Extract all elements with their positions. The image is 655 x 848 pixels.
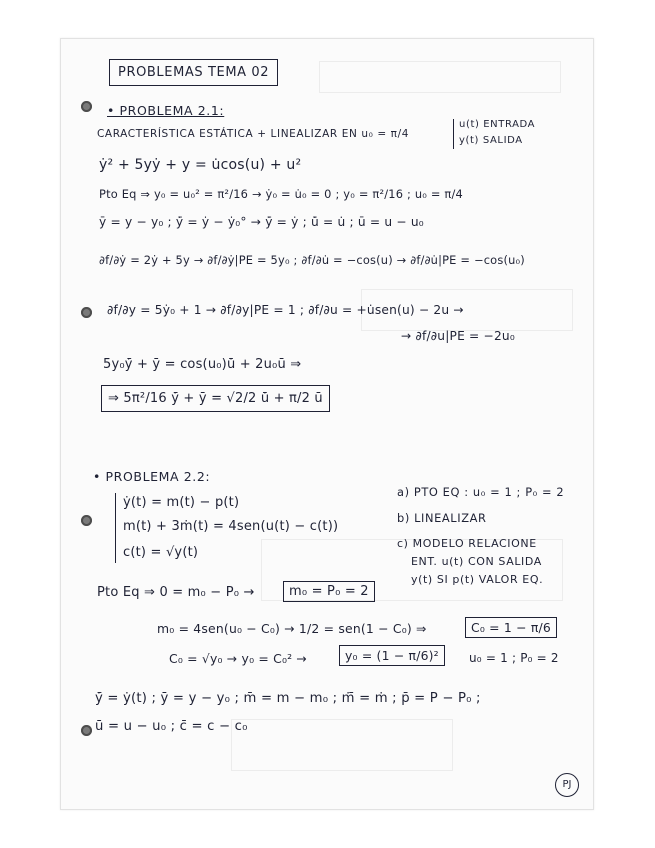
output-label: y(t) SALIDA xyxy=(459,135,523,146)
diff-equation: ẏ² + 5yẏ + y = u̇cos(u) + u² xyxy=(99,157,302,173)
system-eq-2: m(t) + 3ṁ(t) = 4sen(u(t) − c(t)) xyxy=(123,519,339,534)
equilibrium-point: Pto Eq ⇒ y₀ = u₀² = π²/16 → ẏ₀ = u̇₀ = 0 ; y₀ = π²/16 ; u₀ = π/4 xyxy=(99,187,463,201)
punch-hole xyxy=(81,725,92,736)
incremental-vars: ȳ = y − y₀ ; ẏ̄ = ẏ − ẏ₀° → ẏ̄ = ẏ ; u̇̄ = u̇ ; ū = u − u₀ xyxy=(99,215,424,229)
partial-derivative-u: → ∂f/∂u|PE = −2u₀ xyxy=(401,329,515,343)
notebook-page xyxy=(60,38,594,810)
equilibrium-eq-1: Pto Eq ⇒ 0 = m₀ − P₀ → xyxy=(97,585,255,600)
problem-2-1-heading: • PROBLEMA 2.1: xyxy=(107,103,225,118)
equilibrium-values: u₀ = 1 ; P₀ = 2 xyxy=(469,651,559,665)
question-a: a) PTO EQ : u₀ = 1 ; P₀ = 2 xyxy=(397,485,565,499)
punch-hole xyxy=(81,515,92,526)
incremental-vars-1: ẏ̄ = ẏ(t) ; ȳ = y − y₀ ; m̄ = m − m₀ ; ṁ̄ = ṁ ; p̄ = P − P₀ ; xyxy=(95,691,481,706)
bleed-through-box xyxy=(231,719,453,771)
page-title: PROBLEMAS TEMA 02 xyxy=(109,59,278,86)
question-c-line-3: y(t) SI p(t) VALOR EQ. xyxy=(411,573,544,586)
partial-derivatives-1: ∂f/∂ẏ = 2ẏ + 5y → ∂f/∂ẏ|PE = 5y₀ ; ∂f/∂u̇ = −cos(u) → ∂f/∂u̇|PE = −cos(u₀) xyxy=(99,253,525,267)
bleed-through-box xyxy=(319,61,561,93)
equilibrium-result-1: m₀ = P₀ = 2 xyxy=(283,581,375,602)
system-brace xyxy=(115,493,122,563)
punch-hole xyxy=(81,307,92,318)
question-c-line-2: ENT. u(t) CON SALIDA xyxy=(411,555,542,568)
question-b: b) LINEALIZAR xyxy=(397,511,487,525)
linearized-result: ⇒ 5π²/16 ẏ̄ + ȳ = √2/2 u̇̄ + π/2 ū xyxy=(101,385,330,412)
punch-hole xyxy=(81,101,92,112)
equilibrium-eq-2: m₀ = 4sen(u₀ − C₀) → 1/2 = sen(1 − C₀) ⇒ xyxy=(157,621,427,636)
input-label: u(t) ENTRADA xyxy=(459,119,536,130)
system-eq-1: ẏ(t) = m(t) − p(t) xyxy=(123,495,240,510)
question-c-line-1: c) MODELO RELACIONE xyxy=(397,537,537,550)
equilibrium-eq-3: C₀ = √y₀ → y₀ = C₀² → xyxy=(169,651,307,666)
incremental-vars-2: ū = u − u₀ ; c̄ = c − c₀ xyxy=(95,719,248,734)
equilibrium-result-3: y₀ = (1 − π/6)² xyxy=(339,645,445,666)
page-number-badge: PJ xyxy=(555,773,579,797)
problem-2-2-heading: • PROBLEMA 2.2: xyxy=(93,469,211,484)
linearized-model: 5y₀ẏ̄ + ȳ = cos(u₀)u̇̄ + 2u₀ū ⇒ xyxy=(103,357,302,372)
partial-derivatives-2: ∂f/∂y = 5ẏ₀ + 1 → ∂f/∂y|PE = 1 ; ∂f/∂u = +u̇sen(u) − 2u → xyxy=(107,303,464,317)
system-eq-3: c(t) = √y(t) xyxy=(123,545,199,560)
equilibrium-result-2: C₀ = 1 − π/6 xyxy=(465,617,557,638)
problem-2-1-task: CARACTERÍSTICA ESTÁTICA + LINEALIZAR EN u₀ = π/4 xyxy=(97,128,410,140)
